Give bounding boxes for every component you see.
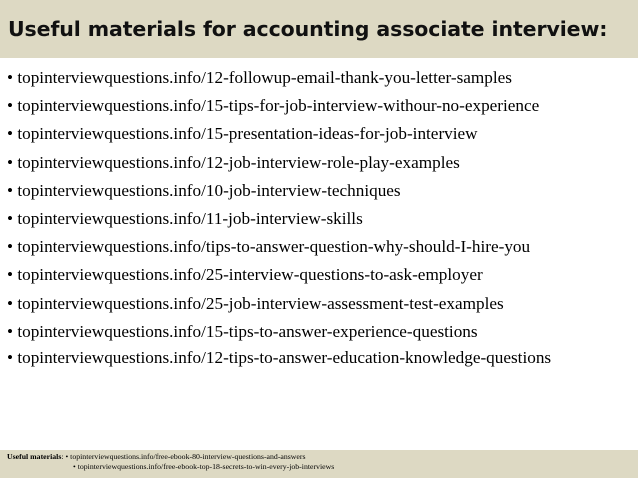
footer-row (7, 462, 638, 472)
material-link[interactable]: topinterviewquestions.info/tips-to-answer-question-why-should-I-hire-you (17, 237, 531, 257)
bullet: • (7, 96, 14, 116)
material-link[interactable]: topinterviewquestions.info/15-presentation-ideas-for-job-interview (17, 124, 478, 144)
material-link[interactable]: topinterviewquestions.info/12-followup-email-thank-you-letter-samples (17, 68, 512, 87)
footer-separator: : (61, 452, 66, 461)
material-link[interactable]: topinterviewquestions.info/11-job-interview-skills (17, 209, 363, 229)
list-item (7, 149, 637, 177)
materials-list (7, 64, 637, 370)
list-item (7, 233, 637, 261)
footer-bullet: • (65, 452, 69, 461)
list-item (7, 64, 637, 92)
footer-bullet: • (73, 462, 76, 472)
bullet: • (7, 152, 14, 172)
material-link[interactable]: topinterviewquestions.info/25-interview-questions-to-ask-employer (17, 265, 483, 285)
bullet: • (7, 124, 14, 144)
bullet: • (7, 180, 14, 200)
bullet: • (7, 265, 14, 285)
material-link[interactable]: topinterviewquestions.info/15-tips-to-answer-experience-questions (17, 321, 478, 341)
material-link[interactable]: topinterviewquestions.info/15-tips-for-job-interview-withour-no-experience (17, 96, 540, 116)
material-link[interactable]: topinterviewquestions.info/10-job-interview-techniques (17, 180, 401, 200)
list-item (7, 92, 637, 120)
slide-header (0, 0, 638, 58)
bullet: • (7, 293, 14, 313)
list-item (7, 205, 637, 233)
footer-link[interactable]: topinterviewquestions.info/free-ebook-80-interview-questions-and-answers (70, 452, 306, 461)
material-link[interactable]: topinterviewquestions.info/25-job-interview-assessment-test-examples (17, 293, 504, 313)
footer-row (7, 452, 638, 462)
bullet: • (7, 237, 14, 257)
list-item (7, 346, 637, 370)
material-link[interactable]: topinterviewquestions.info/12-tips-to-answer-education-knowledge-questions (17, 348, 552, 368)
bullet: • (7, 348, 14, 368)
list-item (7, 318, 637, 346)
bullet: • (7, 321, 14, 341)
list-item (7, 261, 637, 289)
material-link[interactable]: topinterviewquestions.info/12-job-interview-role-play-examples (17, 152, 460, 172)
footer-link[interactable]: topinterviewquestions.info/free-ebook-top-18-secrets-to-win-every-job-interviews (77, 462, 335, 472)
page-title: Useful materials for accounting associate interview: (8, 17, 608, 41)
list-item (7, 290, 637, 318)
bullet: • (7, 209, 14, 229)
footer-label: Useful materials (7, 452, 62, 461)
list-item (7, 177, 637, 205)
bullet: • (7, 68, 14, 87)
slide-footer (0, 450, 638, 478)
list-item (7, 120, 637, 148)
